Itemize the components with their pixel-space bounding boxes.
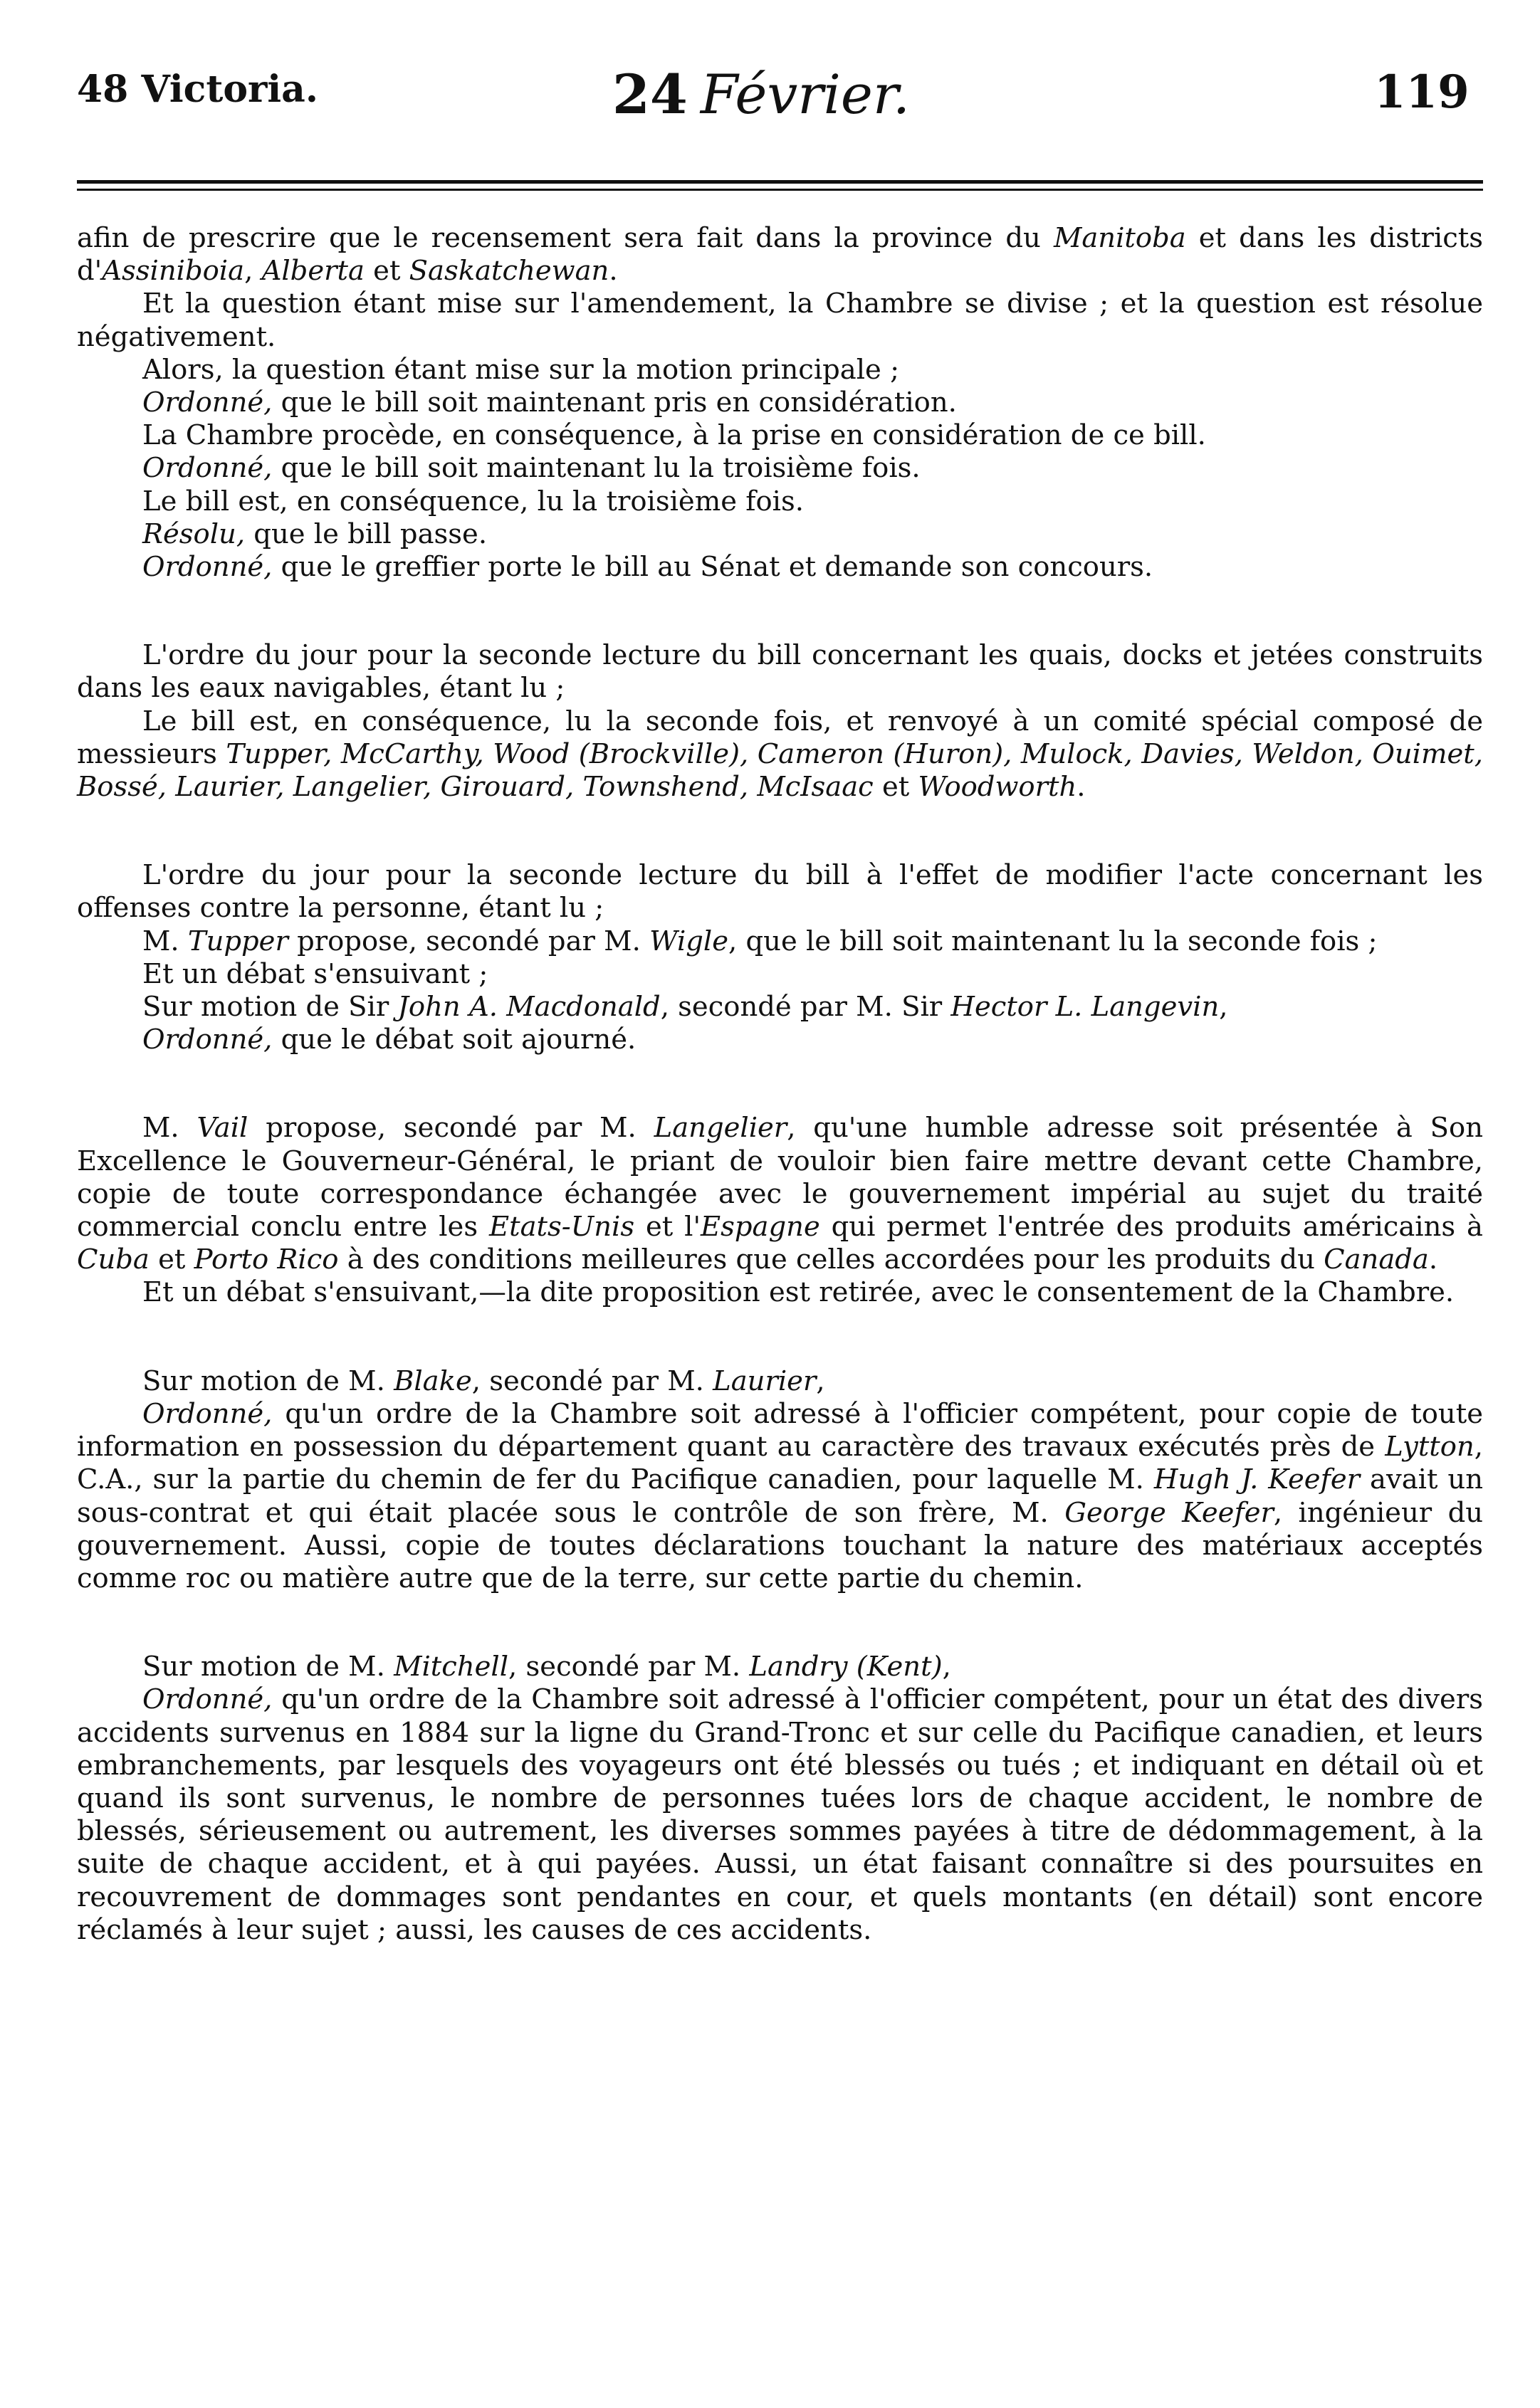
paragraph-mitchell-motion: Sur motion de M. Mitchell, secondé par M. Landry (Kent), [142, 1651, 951, 1683]
date-day: 24 [612, 63, 688, 126]
paragraph-tupper-proposes: M. Tupper propose, secondé par M. Wigle, que le bill soit maintenant lu la seconde fois ; [142, 925, 1378, 957]
paragraph-main-motion: Alors, la question étant mise sur la motion principale ; [142, 353, 900, 386]
paragraph-blake-motion: Sur motion de M. Blake, secondé par M. Laurier, [142, 1365, 825, 1397]
page-number: 119 [1374, 65, 1470, 119]
section-gap [77, 804, 1483, 859]
paragraph-vail-address: M. Vail propose, secondé par M. Langelier, qu'une humble adresse soit présentée à Son Excellence le Gouverneur-Général, le priant de vouloir bien faire mettre devant cette Chambre, copie de toute correspondance échangée avec le gouvernement impérial au sujet du traité commercial conclu entre les Etats-Unis et l'Espagne qui permet l'entrée des produits américains à Cuba et Porto Rico à des conditions meilleures que celles accordées pour les produits du Canada. [77, 1112, 1483, 1276]
paragraph-lytton-order: Ordonné, qu'un ordre de la Chambre soit adressé à l'officier compétent, pour copie de toute information en possession du département quant au caractère des travaux exécutés près de Lytton, C.A., sur la partie du chemin de fer du Pacifique canadien, pour laquelle M. Hugh J. Keefer avait un sous-contrat et qui était placée sous le contrôle de son frère, M. George Keefer, ingénieur du gouvernement. Aussi, copie de toutes déclarations touchant la nature des matériaux acceptés comme roc ou matière autre que de la terre, sur cette partie du chemin. [77, 1397, 1484, 1594]
paragraph-debate-ensuing: Et un débat s'ensuivant ; [142, 957, 488, 990]
paragraph-macdonald-motion: Sur motion de Sir John A. Macdonald, secondé par M. Sir Hector L. Langevin, [142, 991, 1228, 1024]
paragraph-ordered-senate: Ordonné, que le greffier porte le bill au Sénat et demande son concours. [142, 551, 1153, 584]
section-gap [77, 584, 1483, 639]
paragraph-census-amendment: afin de prescrire que le recensement sera fait dans la province du Manitoba et dans les districts d'Assiniboia, Alberta et Saskatchewan. [77, 222, 1483, 288]
paragraph-docks-bill: L'ordre du jour pour la seconde lecture du bill concernant les quais, docks et jetées construits dans les eaux navigables, étant lu ; [77, 639, 1483, 705]
page-body [77, 222, 1483, 1947]
paragraph-special-committee: Le bill est, en conséquence, lu la seconde fois, et renvoyé à un comité spécial composé de messieurs Tupper, McCarthy, Wood (Brockville), Cameron (Huron), Mulock, Davies, Weldon, Ouimet, Bossé, Laurier, Langelier, Girouard, Townshend, McIsaac et Woodworth. [77, 705, 1483, 804]
paragraph-offences-bill: L'ordre du jour pour la seconde lecture du bill à l'effet de modifier l'acte concernant les offenses contre la personne, étant lu ; [77, 859, 1483, 925]
paragraph-resolved: Résolu, que le bill passe. [142, 517, 488, 550]
paragraph-ordered-third-reading: Ordonné, que le bill soit maintenant lu la troisième fois. [142, 452, 921, 485]
paragraph-third-reading: Le bill est, en conséquence, lu la troisième fois. [142, 485, 804, 517]
header-rule-top [77, 180, 1483, 184]
paragraph-accidents-order: Ordonné, qu'un ordre de la Chambre soit adressé à l'officier compétent, pour un état des divers accidents survenus en 1884 sur la ligne du Grand-Tronc et sur celle du Pacifique canadien, et leurs embranchements, par lesquels des voyageurs ont été blessés ou tués ; et indiquant en détail où et quand ils sont survenus, le nombre de personnes tuées lors de chaque accident, le nombre de blessés, sérieusement ou autrement, les diverses sommes payées à titre de dédommagement, à la suite de chaque accident, et à qui payées. Aussi, un état faisant connaître si des poursuites en recouvrement de dommages sont pendantes en cour, et quels montants (en détail) sont encore réclamés à leur sujet ; aussi, les causes de ces accidents. [77, 1683, 1483, 1946]
running-head-date [612, 63, 910, 126]
paragraph-house-proceeds: La Chambre procède, en conséquence, à la prise en considération de ce bill. [142, 419, 1206, 452]
running-head-session: 48 Victoria. [77, 68, 318, 111]
paragraph-ordered-consideration: Ordonné, que le bill soit maintenant pris en considération. [142, 387, 957, 419]
section-gap [77, 1595, 1483, 1651]
paragraph-proposition-withdrawn: Et un débat s'ensuivant,—la dite proposition est retirée, avec le consentement de la Chambre. [142, 1276, 1455, 1309]
paragraph-question-resolved: Et la question étant mise sur l'amendement, la Chambre se divise ; et la question est résolue négativement. [77, 288, 1483, 353]
header-rule-bottom [77, 189, 1483, 191]
section-gap [77, 1310, 1483, 1365]
date-month: Février. [700, 63, 911, 126]
section-gap [77, 1056, 1483, 1112]
paragraph-debate-adjourned: Ordonné, que le débat soit ajourné. [142, 1024, 637, 1056]
